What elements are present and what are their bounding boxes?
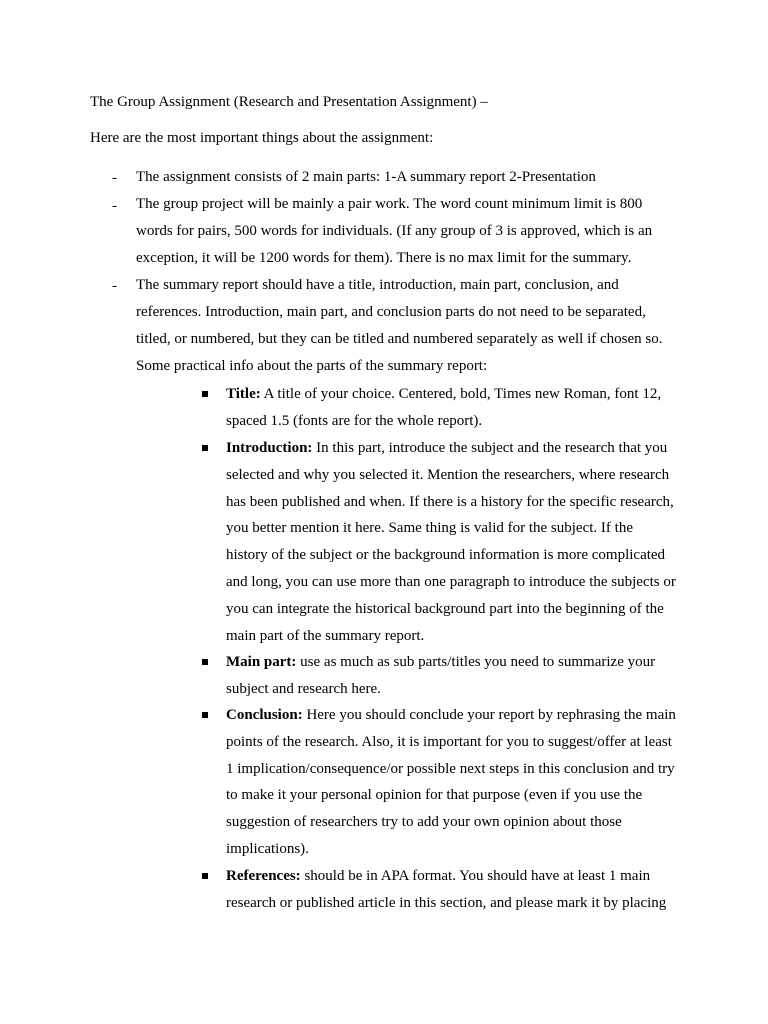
- sub-item-text: use as much as sub parts/titles you need to summarize your: [296, 654, 656, 670]
- list-item-line: references. Introduction, main part, and conclusion parts do not need to be separated,: [136, 304, 646, 320]
- sub-item-line: history of the subject or the background information is more complicated: [226, 547, 666, 564]
- dash-bullet: -: [112, 170, 117, 186]
- sub-item-line: suggestion of researchers try to add your own opinion about those: [226, 814, 622, 831]
- sub-item-label: Main part:: [226, 654, 297, 670]
- sub-item-text: In this part, introduce the subject and the research that you: [312, 440, 668, 456]
- sub-item-line: implications).: [226, 840, 309, 857]
- sub-list-item-main-part: [226, 649, 696, 703]
- dash-bullet: -: [112, 198, 117, 214]
- sub-item-line: subject and research here.: [226, 680, 381, 697]
- sub-list-item-conclusion: [226, 702, 696, 863]
- intro-paragraph: Here are the most important things about the assignment:: [90, 130, 434, 146]
- list-item-line: The assignment consists of 2 main parts: 1-A summary report 2-Presentation: [136, 169, 596, 185]
- list-item-line: The summary report should have a title, introduction, main part, conclusion, and: [136, 277, 619, 293]
- sub-item-line: main part of the summary report.: [226, 627, 425, 644]
- sub-item-label: References:: [226, 868, 301, 884]
- sub-item-text: should be in APA format. You should have at least 1 main: [300, 868, 651, 884]
- sub-list-item-introduction: [226, 435, 696, 649]
- sub-item-line: selected and why you selected it. Mention the researchers, where research: [226, 466, 670, 483]
- list-item-line: words for pairs, 500 words for individuals. (If any group of 3 is approved, which is an: [136, 223, 653, 239]
- list-item-line: The group project will be mainly a pair work. The word count minimum limit is 800: [136, 196, 643, 212]
- list-item: [136, 164, 696, 191]
- list-item: [136, 191, 696, 272]
- list-item-line: Some practical info about the parts of the summary report:: [136, 358, 488, 374]
- document-heading: The Group Assignment (Research and Presentation Assignment) –: [90, 94, 488, 110]
- sub-item-line: you better mention it here. Same thing is valid for the subject. If the: [226, 520, 633, 537]
- sub-item-line: and long, you can use more than one paragraph to introduce the subjects or: [226, 573, 676, 590]
- sub-item-text: A title of your choice. Centered, bold, Times new Roman, font 12,: [260, 386, 662, 402]
- dash-bullet: -: [112, 278, 117, 294]
- sub-item-text: Here you should conclude your report by rephrasing the main: [302, 707, 676, 723]
- sub-item-line: points of the research. Also, it is important for you to suggest/offer at least: [226, 733, 672, 750]
- sub-item-label: Conclusion:: [226, 707, 303, 723]
- sub-item-line: spaced 1.5 (fonts are for the whole report).: [226, 412, 483, 429]
- square-bullet-icon: [202, 659, 208, 665]
- sub-list-item-references: [226, 863, 696, 917]
- sub-item-line: research or published article in this section, and please mark it by placing: [226, 894, 667, 911]
- sub-item-line: you can integrate the historical background part into the beginning of the: [226, 600, 664, 617]
- square-bullet-icon: [202, 873, 208, 879]
- list-item: [136, 272, 696, 380]
- sub-item-line: has been published and when. If there is a history for the specific research,: [226, 493, 674, 510]
- sub-item-label: Introduction:: [226, 440, 313, 456]
- sub-item-line: 1 implication/consequence/or possible next steps in this conclusion and try: [226, 760, 675, 777]
- square-bullet-icon: [202, 445, 208, 451]
- list-item-line: exception, it will be 1200 words for them). There is no max limit for the summary.: [136, 250, 632, 266]
- sub-item-line: to make it your personal opinion for that purpose (even if you use the: [226, 787, 643, 804]
- sub-list-item-title: [226, 381, 696, 435]
- square-bullet-icon: [202, 391, 208, 397]
- square-bullet-icon: [202, 712, 208, 718]
- sub-item-label: Title:: [226, 386, 261, 402]
- list-item-line: titled, or numbered, but they can be titled and numbered separately as well if chosen so.: [136, 331, 663, 347]
